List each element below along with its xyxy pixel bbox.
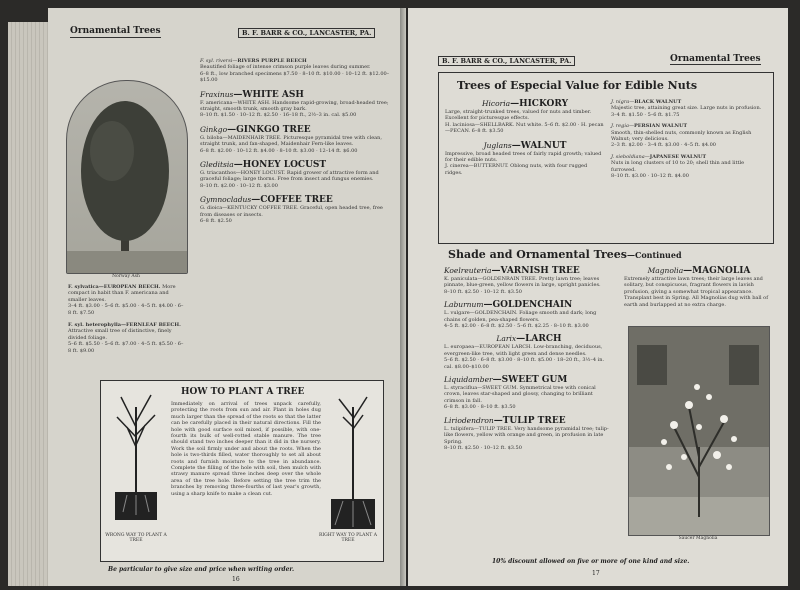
- entry-title: RIVERS PURPLE BEECH: [237, 58, 307, 64]
- entry-title: HONEY LOCUST: [242, 160, 327, 171]
- entry-black-walnut: J. nigra—BLACK WALNUT Majestic tree, attaining great size. Large nuts in profusion. 3–4 ft. $1.50 · 5–6 ft. $1.75: [611, 99, 767, 118]
- entry-text: L. europaea—EUROPEAN LARCH. Low-branching, deciduous, evergreen-like tree, with light green and dense needles.: [444, 344, 603, 357]
- entry-text: K. paniculata—GOLDENRAIN TREE. Pretty lawn tree; leaves pinnate, blue-green, yellow flowers in large, upright panicles.: [444, 276, 601, 289]
- beech-text: More compact in habit than F. americana and smaller leaves.: [68, 284, 176, 303]
- magnolia-tree-icon: [629, 327, 769, 535]
- entry-title: WHITE ASH: [242, 89, 304, 100]
- beech-prices: 5–6 ft. $5.50 · 5–6 ft. $7.00 · 4–5 ft. $5.50 · 6–8 ft. $9.00: [68, 341, 184, 354]
- entry-genus: Liquidamber: [444, 375, 493, 385]
- nut-right-col: [611, 99, 767, 179]
- entry-magnolia: Magnolia—MAGNOLIA Extremely attractive lawn trees; their large leaves and solitary, but conspicuous, fragrant flowers in lavish profusion, giving a somewhat tropical appearance. Transplant best in Spring. All Magnolias dug with ball of earth and burlapped at no extra charge.: [624, 266, 774, 308]
- entry-text: Beautified foliage of intense crimson purple leaves during summer.: [200, 64, 371, 71]
- entry-genus: Hicoria: [481, 99, 511, 108]
- entry-honey-locust: Gleditsia—HONEY LOCUST G. triacanthos—HONEY LOCUST. Rapid grower of attractive form and graceful foliage; large thorns. Free from insect and fungus enemies. 8–10 ft. $2.00 · 10–12 ft. $3.00: [200, 160, 390, 189]
- entry-prices: 5–6 ft. $2.50 · 6–8 ft. $3.00 · 8–10 ft. $5.00 · 18–20 ft., 3½–4 in. cal. $8.00–$10.00: [444, 357, 605, 370]
- entry-hickory: Hicoria—HICKORY Large, straight-trunked trees, valued for nuts and timber. Excellent for picturesque effects. H. laciniosa—SHELLBARK. Nut white. 5–6 ft. $2.00 · H. pecan—PECAN. 6–8 ft. $3.50: [445, 99, 604, 135]
- beech-prices: 3–4 ft. $3.00 · 5–6 ft. $5.00 · 4–5 ft. $4.00 · 6–8 ft. $7.50: [68, 303, 184, 316]
- entry-genus: Magnolia: [647, 266, 684, 275]
- entry-prices: 6–8 ft., low branched specimens $7.50 · 8–10 ft. $10.00 · 10–12 ft. $12.00–$15.00: [200, 70, 390, 84]
- entry-prices: 8–10 ft. $3.00 · 10–12 ft. $4.00: [611, 173, 689, 180]
- entry-purple-beech: F. syl. riversi—RIVERS PURPLE BEECH Beautified foliage of intense crimson purple leaves during summer. 6–8 ft., low branched specimens $7.50 · 8–10 ft. $10.00 · 10–12 ft. $12.00–$15.00: [200, 58, 390, 84]
- beech-entry: [68, 322, 186, 354]
- catalog-spread: [8, 8, 794, 586]
- left-footer: Be particular to give size and price when writing order.: [108, 566, 295, 573]
- entry-genus: Laburnum: [444, 300, 484, 310]
- beech-list: [68, 284, 186, 354]
- right-page: [408, 8, 788, 586]
- left-page: [48, 8, 406, 586]
- nut-left-col: [445, 99, 605, 176]
- entry-text: L. vulgare—GOLDENCHAIN. Foliage smooth and dark; long chains of golden, pea-shaped flowers.: [444, 310, 597, 323]
- beech-entry: [68, 284, 186, 316]
- entry-genus: Larix: [496, 334, 517, 344]
- entry-text: G. dioica—KENTUCKY COFFEE TREE. Graceful, open headed tree, free from diseases or insects.: [200, 205, 383, 218]
- entry-text: Extremely attractive lawn trees; their large leaves and solitary, but conspicuous, fragrant flowers in lavish profusion, giving a somewhat tropical appearance. Transplant best in Spring. All Magnolias dug with ball of earth and burlapped at no extra charge.: [624, 276, 769, 308]
- entry-sweet-gum: Liquidamber—SWEET GUM L. styraciflua—SWEET GUM. Symmetrical tree with conical crown, leaves star-shaped and glossy, changing to brilliant crimson in fall. 6–8 ft. $3.00 · 8–10 ft. $3.50: [444, 375, 614, 411]
- entry-text: G. triacanthos—HONEY LOCUST. Rapid grower of attractive form and graceful foliage; large thorns. Free from insect and fungus enemies.: [200, 170, 379, 183]
- entry-title: MAGNOLIA: [692, 266, 751, 276]
- entry-title: VARNISH TREE: [500, 266, 580, 276]
- how-to-plant-box: [100, 380, 384, 562]
- entry-title: HICKORY: [519, 99, 569, 109]
- how-to-plant-title: HOW TO PLANT A TREE: [181, 387, 305, 397]
- entry-genus: F. syl. riversi: [200, 58, 233, 64]
- entry-genus: Juglans: [483, 140, 512, 150]
- norway-ash-caption: Norway Ash: [112, 274, 140, 279]
- page-edges: [8, 22, 52, 586]
- entry-larch: Larix—LARCH L. europaea—EUROPEAN LARCH. Low-branching, deciduous, evergreen-like tree, with light green and dense needles. 5–6 ft. $2.50 · 6–8 ft. $3.00 · 8–10 ft. $5.00 · 18–20 ft., 3½–4 in. cal. $8.00–$10.00: [444, 334, 614, 370]
- entry-title: COFFEE TREE: [260, 195, 333, 206]
- beech-title: F. syl. heterophylla—FERNLEAF BEECH.: [68, 322, 181, 329]
- entry-ginkgo: Ginkgo—GINKGO TREE G. biloba—MAIDENHAIR TREE. Picturesque pyramidal tree with clean, straight trunk, and fan-shaped, Maidenhair Fern-like leaves. 6–8 ft. $2.00 · 10–12 ft. $4.00 · 8–10 ft. $3.00 · 12–14 ft. $6.00: [200, 125, 390, 154]
- entry-genus: Gymnocladus: [200, 195, 252, 205]
- right-page-number: 17: [592, 570, 600, 577]
- entry-prices: 3–4 ft. $1.50 · 5–6 ft. $1.75: [611, 111, 680, 118]
- entry-text: Nuts in long clusters of 10 to 20; shell thin and little furrowed.: [611, 160, 745, 173]
- entry-text: Majestic tree, attaining great size. Large nuts in profusion.: [611, 105, 762, 112]
- entry-text: Large, straight-trunked trees, valued for nuts and timber. Excellent for picturesque effects.: [445, 109, 592, 122]
- entry-text: Impressive, broad headed trees of fairly rapid growth; valued for their edible nuts.: [445, 150, 602, 164]
- entry-genus: Fraxinus: [200, 89, 234, 99]
- entry-prices: 6–8 ft. $2.50: [200, 218, 232, 225]
- entry-goldenchain: Laburnum—GOLDENCHAIN L. vulgare—GOLDENCHAIN. Foliage smooth and dark; long chains of golden, pea-shaped flowers. 4–5 ft. $2.00 · 6–8 ft. $2.50 · 5–6 ft. $2.25 · 8–10 ft. $3.00: [444, 300, 614, 329]
- entry-title: WALNUT: [520, 140, 567, 151]
- entry-title: PERSIAN WALNUT: [633, 123, 688, 130]
- entry-prices: 6–8 ft. $2.00 · 10–12 ft. $4.00 · 8–10 ft. $3.00 · 12–14 ft. $6.00: [200, 147, 358, 154]
- tree-icon: [67, 81, 187, 273]
- entry-prices: 8–10 ft. $2.00 · 10–12 ft. $3.00: [200, 182, 278, 189]
- entry-text: L. styraciflua—SWEET GUM. Symmetrical tree with conical crown, leaves star-shaped and glossy, changing to brilliant crimson in fall.: [444, 385, 596, 404]
- entry-text: G. biloba—MAIDENHAIR TREE. Picturesque pyramidal tree with clean, straight trunk, and fan-shaped, Maidenhair Fern-like leaves.: [200, 134, 382, 148]
- shade-left-col: [444, 266, 614, 451]
- shade-title: [448, 248, 682, 261]
- entry-japanese-walnut: J. sieboldiana—JAPANESE WALNUT Nuts in long clusters of 10 to 20; shell thin and little furrowed. 8–10 ft. $3.00 · 10–12 ft. $4.00: [611, 154, 767, 180]
- entry-prices: H. laciniosa—SHELLBARK. Nut white. 5–6 ft. $2.00 · H. pecan—PECAN. 6–8 ft. $3.50: [445, 121, 604, 135]
- entry-text: Smooth, thin-shelled nuts, commonly known as English Walnut; very delicious.: [611, 129, 752, 143]
- entry-title: BLACK WALNUT: [634, 99, 682, 105]
- right-company: B. F. BARR & CO., LANCASTER, PA.: [438, 56, 575, 66]
- shade-title-text: Shade and Ornamental Trees: [448, 248, 627, 261]
- left-heading: Ornamental Trees: [70, 26, 161, 36]
- right-way-caption: RIGHT WAY TO PLANT A TREE: [319, 533, 377, 543]
- entry-white-ash: Fraxinus—WHITE ASH F. americana—WHITE ASH. Handsome rapid-growing, broad-headed tree; straight, smooth trunk, smooth gray bark. 8–10 ft. $1.50 · 10–12 ft. $2.50 · 16–18 ft., 2½–3 in. cal. $5.00: [200, 89, 389, 119]
- entry-genus: Ginkgo: [200, 124, 228, 134]
- entry-prices: 8–10 ft. $2.50 · 10–12 ft. $3.50: [444, 288, 522, 295]
- entry-walnut: Juglans—WALNUT Impressive, broad headed trees of fairly rapid growth; valued for their edible nuts. J. cinerea—BUTTERNUT. Oblong nuts, with four rugged ridges.: [445, 141, 605, 177]
- beech-title: F. sylvatica—EUROPEAN BEECH.: [68, 284, 161, 290]
- entry-genus: Koelreuteria: [444, 266, 492, 275]
- entry-varnish-tree: Koelreuteria—VARNISH TREE K. paniculata—GOLDENRAIN TREE. Pretty lawn tree; leaves pinnate, blue-green, yellow flowers in large, upright panicles. 8–10 ft. $2.50 · 10–12 ft. $3.50: [444, 266, 614, 295]
- entry-genus: Gleditsia: [200, 160, 234, 170]
- entry-prices: 4–5 ft. $2.00 · 6–8 ft. $2.50 · 5–6 ft. $2.25 · 8–10 ft. $3.00: [444, 323, 589, 330]
- entry-prices: 8–10 ft. $1.50 · 10–12 ft. $2.50 · 16–18 ft., 2½–3 in. cal. $5.00: [200, 112, 357, 119]
- entry-title: GOLDENCHAIN: [492, 300, 573, 311]
- entry-title: JAPANESE WALNUT: [649, 153, 707, 160]
- entry-genus: J. regia: [611, 123, 629, 130]
- entry-prices: 8–10 ft. $2.50 · 10–12 ft. $3.50: [444, 444, 522, 451]
- wrong-way-illustration-icon: [107, 387, 165, 547]
- entry-genus: Liriodendron: [444, 415, 494, 425]
- entry-genus: J. nigra: [611, 99, 630, 105]
- entry-prices: 2–3 ft. $2.00 · 3–4 ft. $3.00 · 4–5 ft. $4.00: [611, 142, 716, 149]
- wrong-way-caption: WRONG WAY TO PLANT A TREE: [105, 533, 167, 543]
- entry-text: L. tulipifera—TULIP TREE. Very handsome pyramidal tree; tulip-like flowers, yellow with orange and green, in profusion in late Spring.: [444, 425, 609, 445]
- right-way-illustration-icon: [327, 387, 379, 547]
- left-page-number: 16: [232, 576, 240, 583]
- edible-nuts-title: Trees of Especial Value for Edible Nuts: [457, 79, 698, 92]
- left-entries: [200, 58, 390, 225]
- entry-title: LARCH: [525, 334, 562, 345]
- entry-prices: J. cinerea—BUTTERNUT. Oblong nuts, with four rugged ridges.: [445, 163, 588, 176]
- norway-ash-photo: [66, 80, 188, 274]
- right-heading: Ornamental Trees: [670, 54, 761, 64]
- saucer-magnolia-caption: Saucer Magnolia: [678, 536, 718, 541]
- shade-continued: —Continued: [626, 250, 682, 260]
- beech-text: Attractive small tree of distinctive, finely divided foliage.: [68, 328, 172, 341]
- edible-nuts-box: [438, 72, 774, 244]
- entry-tulip-tree: Liriodendron—TULIP TREE L. tulipifera—TULIP TREE. Very handsome pyramidal tree; tulip-like flowers, yellow with orange and green, in profusion in late Spring. 8–10 ft. $2.50 · 10–12 ft. $3.50: [444, 416, 614, 452]
- entry-coffee-tree: Gymnocladus—COFFEE TREE G. dioica—KENTUCKY COFFEE TREE. Graceful, open headed tree, free from diseases or insects. 6–8 ft. $2.50: [200, 195, 390, 224]
- saucer-magnolia-photo: [628, 326, 770, 536]
- right-footer: 10% discount allowed on five or more of one kind and size.: [492, 558, 690, 565]
- entry-text: F. americana—WHITE ASH. Handsome rapid-growing, broad-headed tree; straight, smooth trunk, smooth gray bark.: [200, 99, 389, 113]
- entry-title: GINKGO TREE: [236, 124, 311, 135]
- left-company: B. F. BARR & CO., LANCASTER, PA.: [238, 28, 375, 38]
- how-to-plant-text: Immediately on arrival of trees unpack carefully, protecting the roots from sun and air. Plant in holes dug much larger than the spread of the roots so that the latter can be carefully placed in their natural directions. Fill the hole with good surface soil mixed, if possible, with one-fourth its bulk of well-rotted stable manure. The tree should stand two inches deeper than it did in the nursery. Work the soil firmly under and about the roots. When the hole is two-thirds filled, water thoroughly to set all about roots and furnish moisture to the tree in abundance. Complete the filling of the hole with soil, then mulch with strawy manure spread three inches deep over the whole area of the tree hole. Before setting the tree trim the branches by removing three-fourths of last year's growth, using a sharp knife to make a clean cut.: [171, 401, 321, 497]
- entry-prices: 6–8 ft. $3.00 · 8–10 ft. $3.50: [444, 404, 516, 411]
- entry-genus: J. sieboldiana: [611, 153, 645, 160]
- entry-persian-walnut: J. regia—PERSIAN WALNUT Smooth, thin-shelled nuts, commonly known as English Walnut; very delicious. 2–3 ft. $2.00 · 3–4 ft. $3.00 · 4–5 ft. $4.00: [611, 123, 767, 149]
- entry-title: SWEET GUM: [501, 375, 568, 386]
- entry-title: TULIP TREE: [502, 415, 566, 426]
